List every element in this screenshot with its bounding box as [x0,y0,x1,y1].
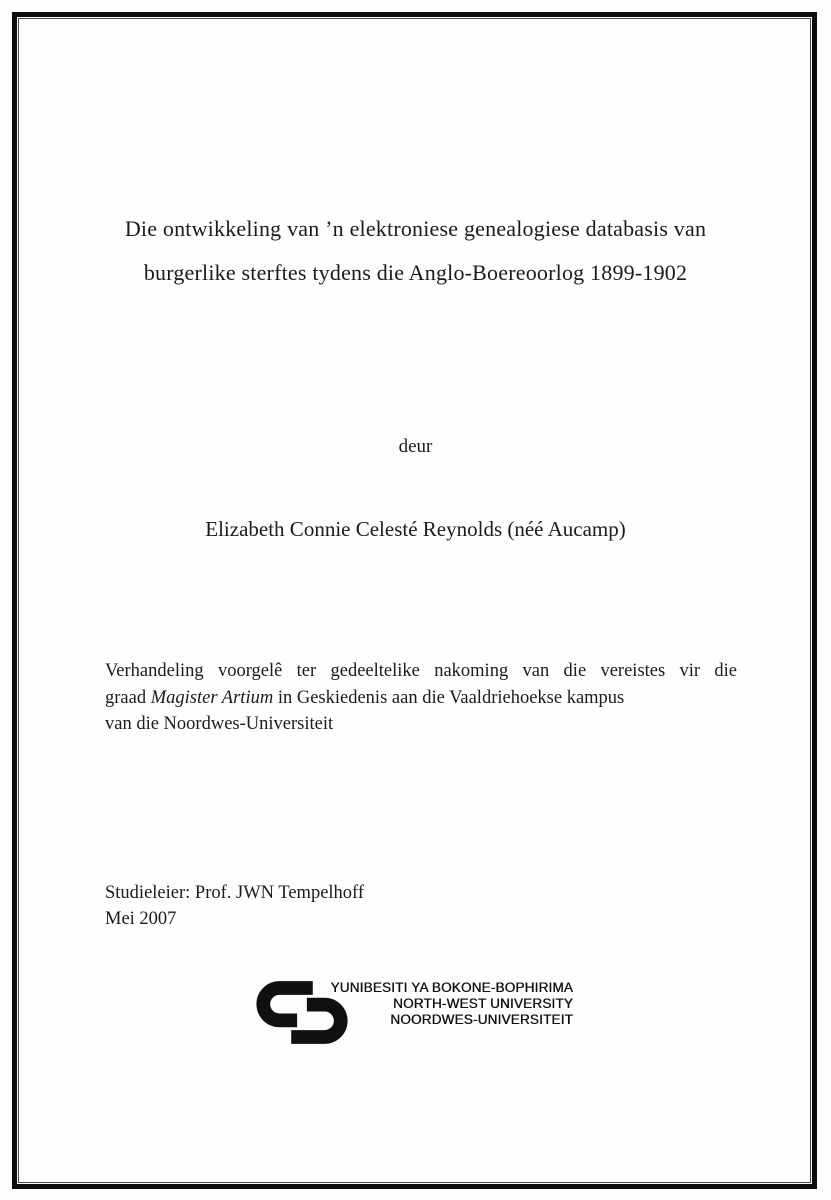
thesis-title-line1: Die ontwikkeling van ’n elektroniese genealogiese databasis van [124,216,707,241]
date-line: Mei 2007 [105,909,177,929]
thesis-statement [105,658,737,738]
supervisor-block [105,880,364,932]
statement-line-1: Verhandeling voorgelê ter gedeeltelike nakoming van die vereistes vir die [105,661,737,681]
logo-text-english: NORTH-WEST UNIVERSITY [393,996,573,1011]
thesis-title-line2: burgerlike sterftes tydens die Anglo-Boereoorlog 1899-1902 [143,260,688,285]
statement-line-2 [105,685,737,712]
university-logo-text [320,980,573,1028]
thesis-title [40,207,791,295]
statement-line2-pre: graad [105,687,151,708]
statement-line-3: van die Noordwes-Universiteit [105,714,334,734]
logo-text-setswana: YUNIBESITI YA BOKONE-BOPHIRIMA [330,980,573,995]
logo-text-afrikaans: NOORDWES-UNIVERSITEIT [390,1012,573,1027]
statement-line2-post: in Geskiedenis aan die Vaaldriehoekse kampus [273,687,625,708]
author-name: Elizabeth Connie Celesté Reynolds (néé Aucamp) [205,517,626,541]
university-logo [253,979,583,1051]
supervisor-line: Studieleier: Prof. JWN Tempelhoff [105,883,365,903]
byline-label: deur [398,436,433,457]
degree-name-italic: Magister Artium [150,687,274,708]
